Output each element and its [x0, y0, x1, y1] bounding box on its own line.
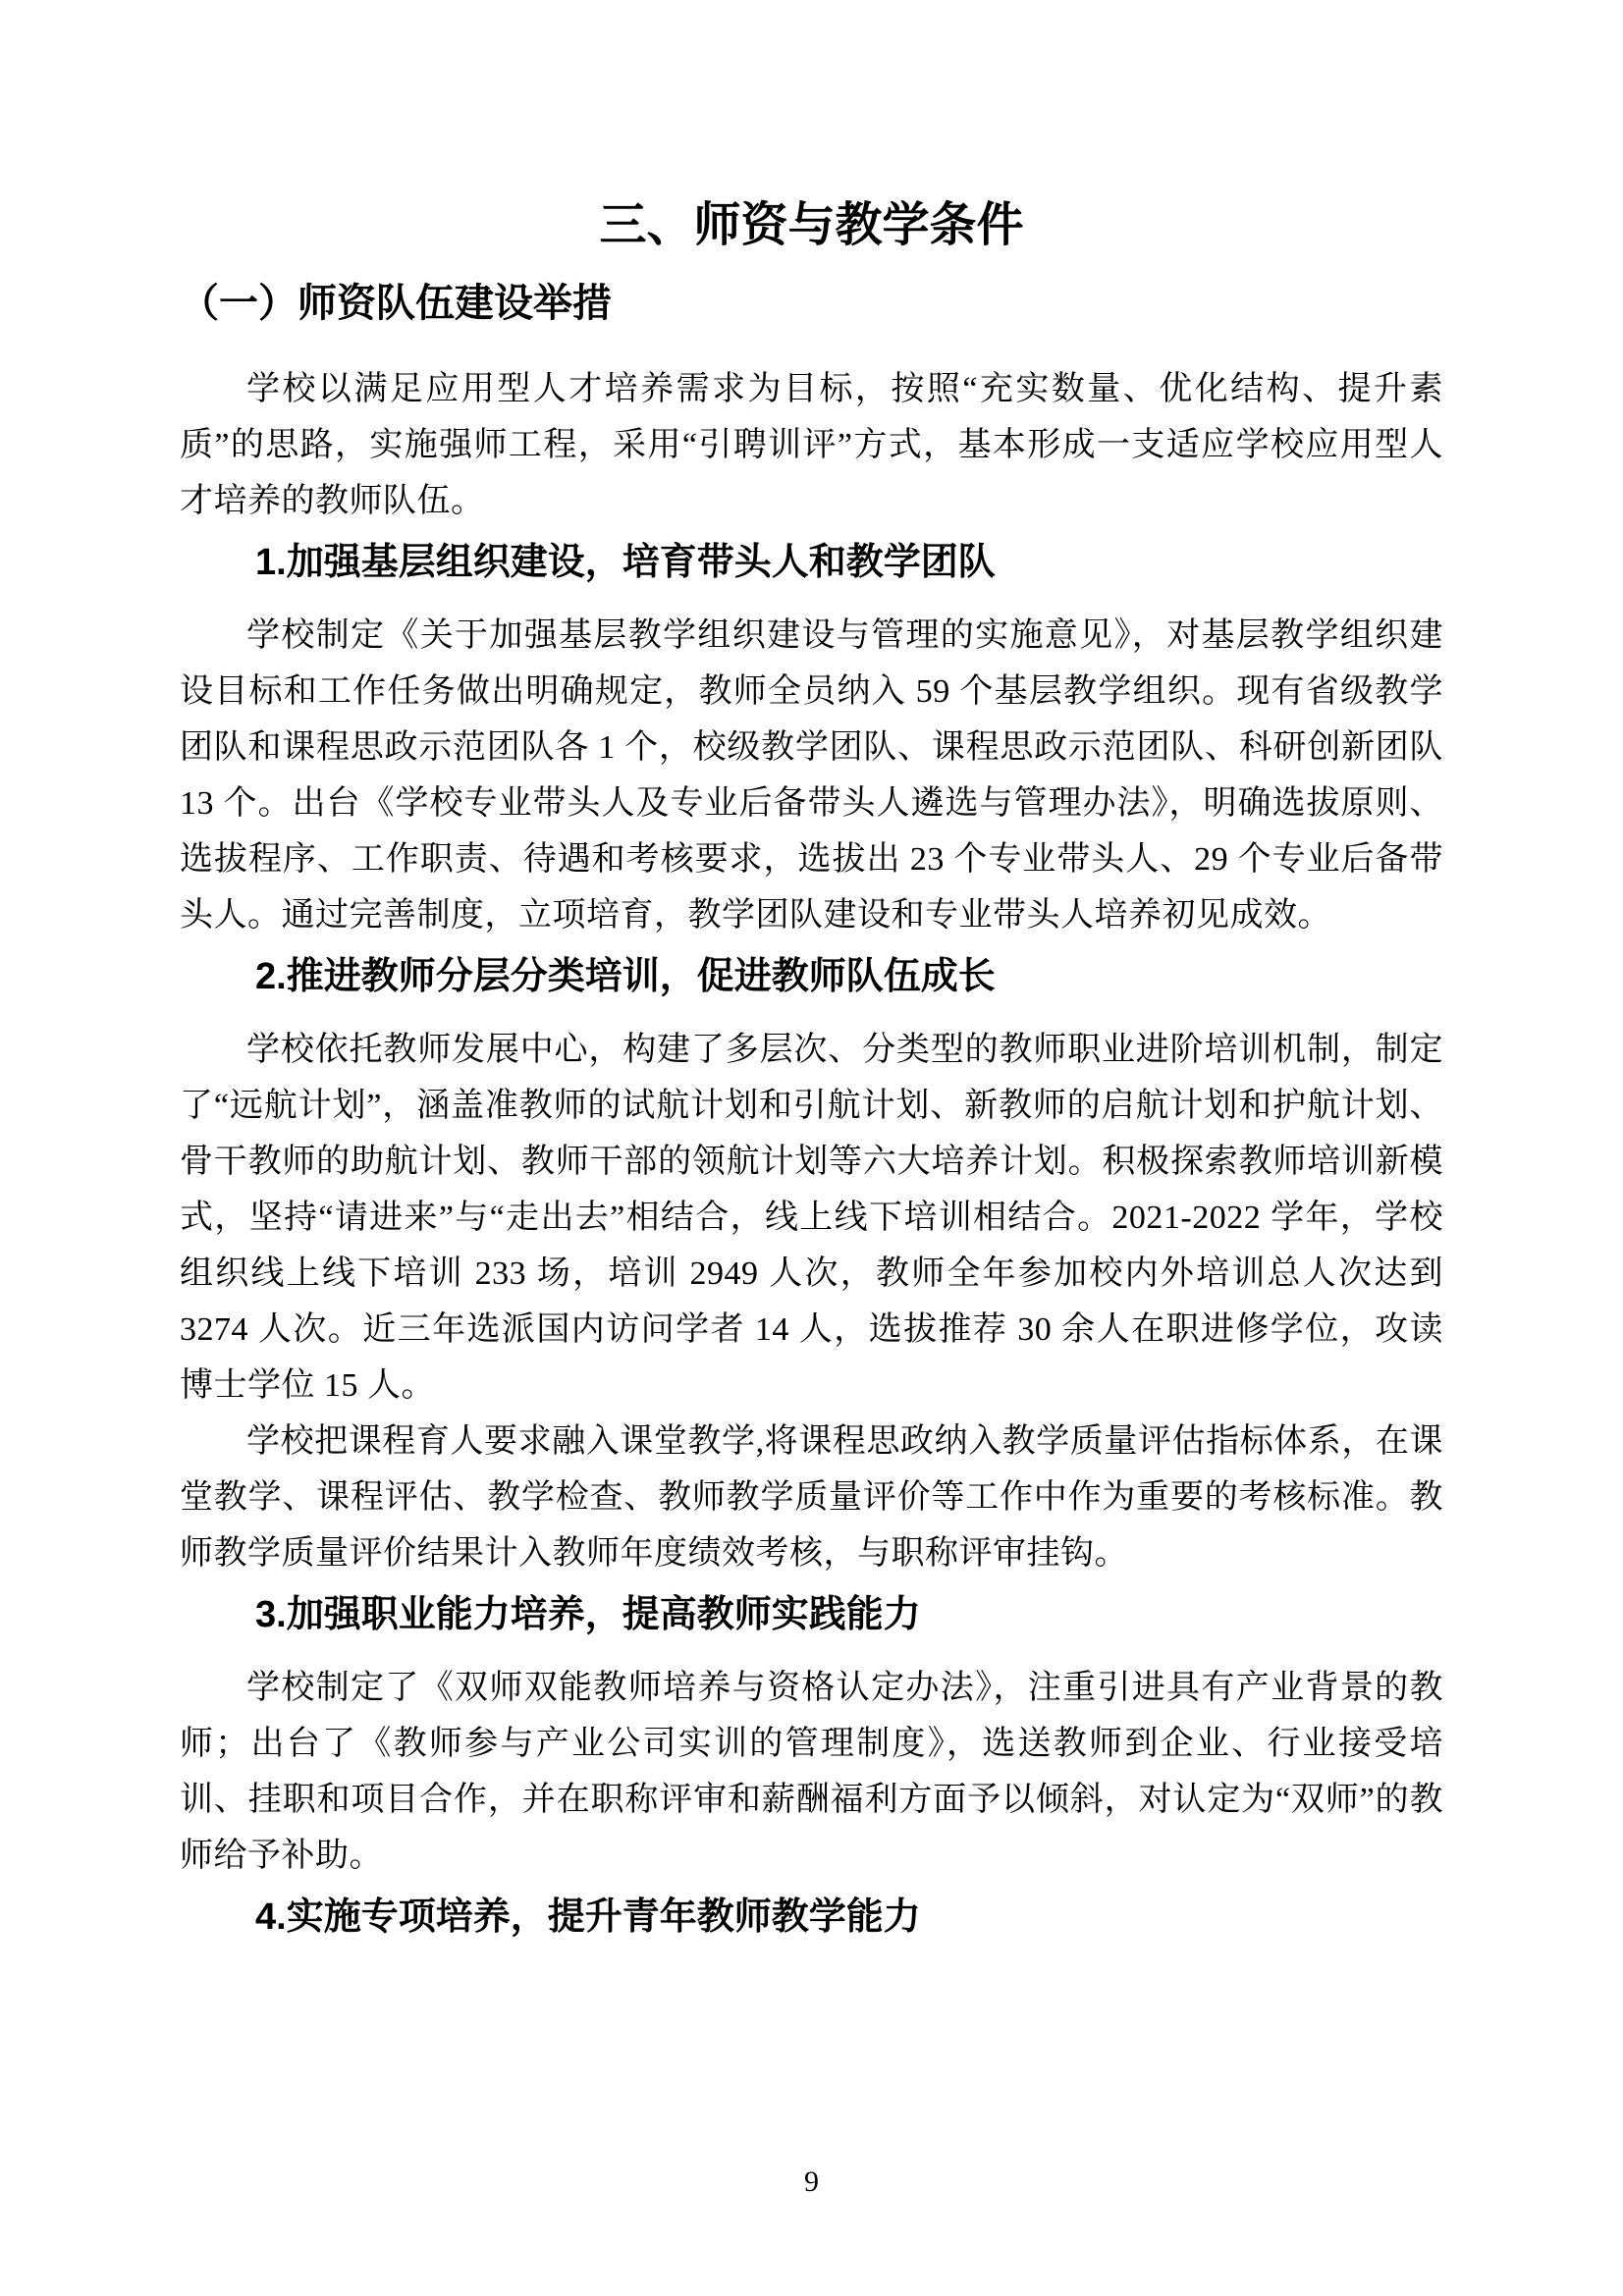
subsection-2-paragraph-1: 学校依托教师发展中心，构建了多层次、分类型的教师职业进阶培训机制，制定了“远航计划”，涵盖准教师的试航计划和引航计划、新教师的启航计划和护航计划、骨干教师的助航计划、教师干部的领航计划等六大培养计划。积极探索教师培训新模式，坚持“请进来”与“走出去”相结合，线上线下培训相结合。2021-2022 学年，学校组织线上线下培训 233 场，培训 2949 人次，教师全年参加校内外培训总人次达到 3274 人次。近三年选派国内访问学者 14 人，选拔推荐 30 余人在职进修学位，攻读博士学位 15 人。 [180, 1032, 1443, 1404]
section-1-intro-paragraph: 学校以满足应用型人才培养需求为目标，按照“充实数量、优化结构、提升素质”的思路，实施强师工程，采用“引聘训评”方式，基本形成一支适应学校应用型人才培养的教师队伍。 [180, 371, 1443, 519]
subheading-3: 3.加强职业能力培养，提高教师实践能力 [255, 1594, 921, 1635]
subheading-2: 2.推进教师分层分类培训，促进教师队伍成长 [255, 956, 996, 997]
subheading-1: 1.加强基层组织建设，培育带头人和教学团队 [255, 542, 996, 583]
page-title: 三、师资与教学条件 [599, 199, 1024, 251]
subsection-3-paragraph: 学校制定了《双师双能教师培养与资格认定办法》，注重引进具有产业背景的教师；出台了《教师参与产业公司实训的管理制度》，选送教师到企业、行业接受培训、挂职和项目合作，并在职称评审和薪酬福利方面予以倾斜，对认定为“双师”的教师给予补助。 [180, 1670, 1443, 1874]
section-1-heading: （一）师资队伍建设举措 [180, 282, 612, 325]
subsection-1-paragraph: 学校制定《关于加强基层教学组织建设与管理的实施意见》，对基层教学组织建设目标和工作任务做出明确规定，教师全员纳入 59 个基层教学组织。现有省级教学团队和课程思政示范团队各 1 个，校级教学团队、课程思政示范团队、科研创新团队 13 个。出台《学校专业带头人及专业后备带头人遴选与管理办法》，明确选拔原则、选拔程序、工作职责、待遇和考核要求，选拔出 23 个专业带头人、29 个专业后备带头人。通过完善制度，立项培育，教学团队建设和专业带头人培养初见成效。 [180, 617, 1443, 934]
subsection-2-paragraph-2: 学校把课程育人要求融入课堂教学,将课程思政纳入教学质量评估指标体系，在课堂教学、课程评估、教学检查、教师教学质量评价等工作中作为重要的考核标准。教师教学质量评价结果计入教师年度绩效考核，与职称评审挂钩。 [180, 1423, 1443, 1572]
subheading-4: 4.实施专项培养，提升青年教师教学能力 [255, 1896, 921, 1938]
page-number: 9 [804, 2165, 819, 2198]
